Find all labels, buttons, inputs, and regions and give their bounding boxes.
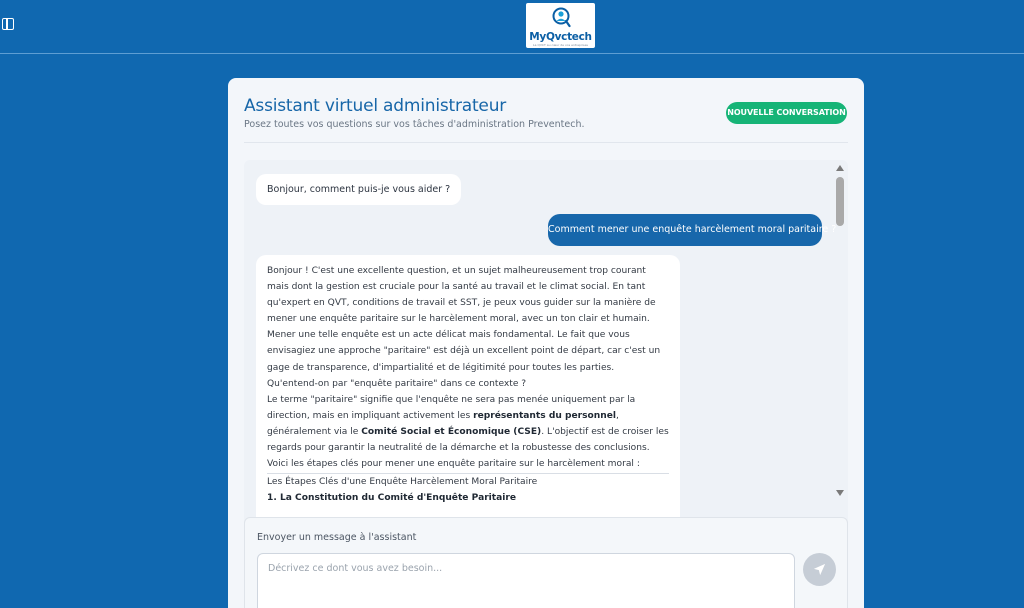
logo-mark-icon [551,7,571,29]
answer-bold-text: Comité Social et Économique (CSE) [361,426,542,437]
answer-text: , généralement via le [267,410,619,437]
answer-text: . L'objectif est de croiser les regards pour garantir la neutralité de la démarche et la robustesse des conclusions. [267,426,669,454]
answer-bold-text: représentants du personnel [473,410,617,421]
chat-scrollbar[interactable] [834,160,846,500]
logo-text: MyQvctech [529,31,592,43]
answer-paragraph: Voici les étapes clés pour mener une enquête paritaire sur le harcèlement moral : [267,459,640,470]
logo[interactable] [526,3,595,48]
answer-text: Le terme "paritaire" signifie que l'enquête ne sera pas menée uniquement par la direction, mais en impliquant activement les [267,394,636,421]
page-subtitle: Posez toutes vos questions sur vos tâches d'administration Preventech. [244,119,585,130]
top-bar [0,0,1024,54]
composer-label: Envoyer un message à l'assistant [257,532,417,543]
answer-paragraph [267,392,669,456]
scroll-thumb[interactable] [836,177,844,226]
new-conversation-button[interactable]: NOUVELLE CONVERSATION [726,102,847,124]
page-title: Assistant virtuel administrateur [244,96,507,116]
sidebar-toggle-icon[interactable] [2,18,14,30]
scroll-up-arrow-icon[interactable] [836,165,844,171]
scroll-down-arrow-icon[interactable] [836,490,844,496]
user-message: Comment mener une enquête harcèlement moral paritaire ? [548,214,822,246]
answer-bold-text: 1. La Constitution du Comité d'Enquête Paritaire [267,493,517,504]
message-composer [244,517,848,608]
header-divider [244,142,848,143]
paper-plane-icon [812,562,827,577]
message-input[interactable] [257,553,795,608]
answer-subheading [267,490,669,506]
answer-paragraph: Bonjour ! C'est une excellente question, et un sujet malheureusement trop courant mais dont la gestion est cruciale pour la santé au travail et le climat social. En tant qu'expert en QVT, conditions de travail et SST, je peux vous guider sur la manière de mener une enquête paritaire sur le harcèlement moral, avec un ton clair et humain. [267,266,656,325]
answer-paragraph: Mener une telle enquête est un acte délicat mais fondamental. Le fait que vous envisagiez une approche "paritaire" est déjà un excellent point de départ, car c'est un gage de transparence, d'impartialité et de légitimité pour toutes les parties. [267,330,661,373]
answer-heading: Les Étapes Clés d'une Enquête Harcèlement Moral Paritaire [267,477,538,488]
logo-tagline: La QVCT au cœur de vos entreprises [533,43,588,47]
send-button[interactable] [803,553,836,586]
answer-paragraph: Qu'entend-on par "enquête paritaire" dans ce contexte ? [267,378,527,389]
assistant-message: Bonjour, comment puis-je vous aider ? [256,174,461,205]
